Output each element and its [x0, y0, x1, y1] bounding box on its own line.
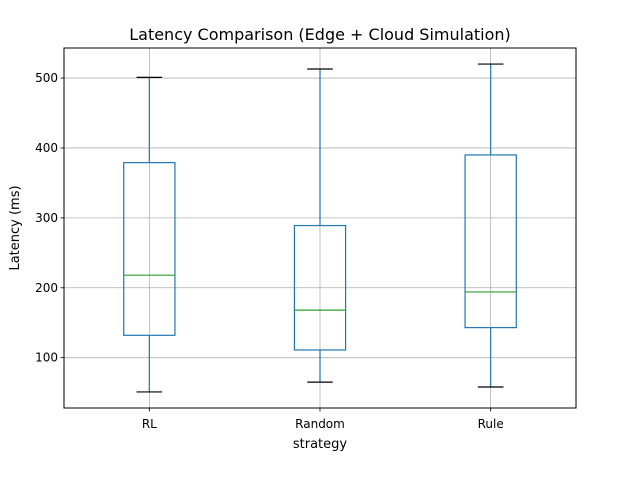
- x-tick-label-rl: RL: [141, 417, 157, 431]
- y-axis-label: Latency (ms): [8, 185, 23, 271]
- y-tick-label-100: 100: [35, 350, 58, 365]
- x-tick-label-random: Random: [295, 417, 345, 431]
- y-tick-label-200: 200: [35, 280, 58, 295]
- y-tick-label-300: 300: [35, 210, 58, 225]
- chart-title: Latency Comparison (Edge + Cloud Simulation): [129, 25, 511, 44]
- y-tick-label-500: 500: [35, 71, 58, 86]
- y-tick-label-400: 400: [35, 140, 58, 155]
- x-axis-label: strategy: [292, 437, 348, 452]
- x-tick-label-rule: Rule: [477, 417, 504, 431]
